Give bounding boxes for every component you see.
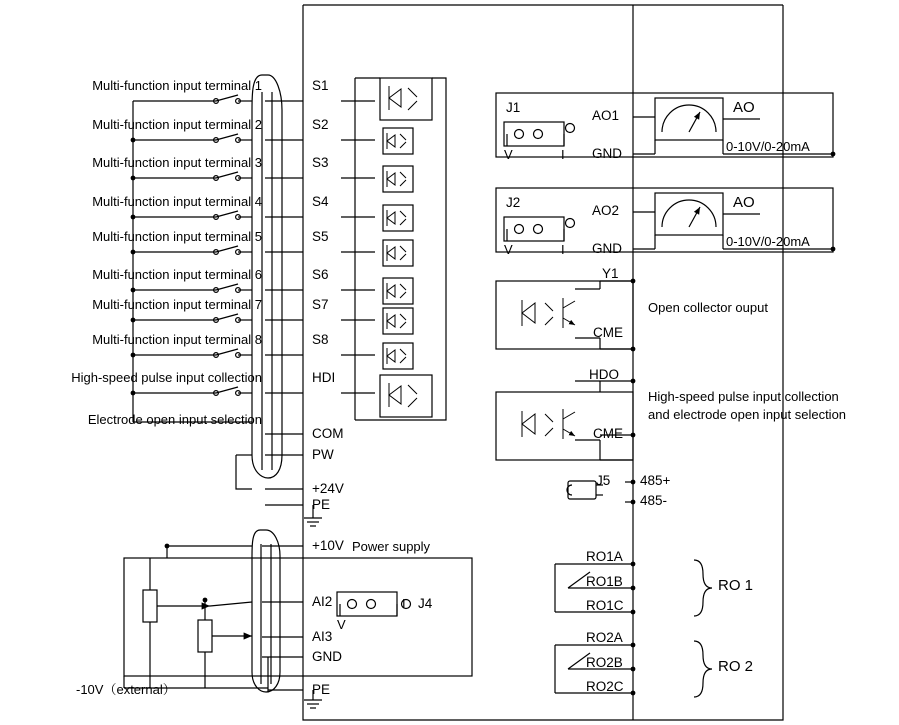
- terminal-ro2b: RO2B: [586, 655, 623, 670]
- terminal-pe-bottom: PE: [312, 682, 331, 697]
- terminal-ao2-gnd: GND: [592, 241, 622, 256]
- jumper-j4-v-label: V: [337, 617, 346, 632]
- label-ro2: RO 2: [718, 658, 754, 675]
- terminal-ro2a: RO2A: [586, 630, 623, 645]
- terminal-s6: S6: [312, 267, 329, 282]
- terminal-ai3: AI3: [312, 629, 333, 644]
- label-ao2-meter: AO: [733, 194, 755, 211]
- jumper-j5-label[interactable]: J5: [596, 473, 611, 488]
- label-pulse-output-note-line2: and electrode open input selection: [648, 407, 847, 422]
- terminal-gnd-analog: GND: [312, 649, 342, 664]
- label-multifunction-input-1: Multi-function input terminal 1: [92, 78, 262, 93]
- terminal-s4: S4: [312, 194, 329, 209]
- jumper-j4-label[interactable]: J4: [418, 596, 433, 611]
- terminal-s8: S8: [312, 332, 329, 347]
- terminal-com: COM: [312, 426, 344, 441]
- label-multifunction-input-6: Multi-function input terminal 6: [92, 267, 262, 282]
- label-multifunction-input-5: Multi-function input terminal 5: [92, 229, 262, 244]
- terminal-485-minus: 485-: [640, 493, 668, 508]
- label-multifunction-input-8: Multi-function input terminal 8: [92, 332, 262, 347]
- terminal-y1: Y1: [602, 266, 619, 281]
- terminal-s5: S5: [312, 229, 329, 244]
- terminal-ro1b: RO1B: [586, 574, 623, 589]
- terminal-ro1c: RO1C: [586, 598, 624, 613]
- terminal-s2: S2: [312, 117, 329, 132]
- label-electrode-open-input-selection: Electrode open input selection: [87, 412, 262, 427]
- terminal-pe-top: PE: [312, 497, 331, 512]
- jumper-j2-label[interactable]: J2: [506, 195, 521, 210]
- label-open-collector-output: Open collector ouput: [648, 300, 768, 315]
- terminal-cme-y1: CME: [593, 325, 623, 340]
- terminal-ao1-gnd: GND: [592, 146, 622, 161]
- label-ao1-range: 0-10V/0-20mA: [726, 139, 810, 154]
- label-ao1-meter: AO: [733, 99, 755, 116]
- jumper-j2-i-label: I: [561, 242, 565, 257]
- jumper-j1-i-label: I: [561, 147, 565, 162]
- terminal-s7: S7: [312, 297, 329, 312]
- terminal-hdi: HDI: [312, 370, 336, 385]
- label-external-minus-10v: -10V（external）: [76, 682, 176, 697]
- terminal-cme-hdo: CME: [593, 426, 623, 441]
- jumper-j4-i-label: I: [402, 596, 406, 611]
- label-multifunction-input-7: Multi-function input terminal 7: [92, 297, 262, 312]
- label-high-speed-pulse-input: High-speed pulse input collection: [71, 370, 262, 385]
- label-ao2-range: 0-10V/0-20mA: [726, 234, 810, 249]
- terminal-ai2: AI2: [312, 594, 333, 609]
- terminal-hdo: HDO: [589, 367, 619, 382]
- jumper-j1-v-label: V: [504, 147, 513, 162]
- label-multifunction-input-4: Multi-function input terminal 4: [92, 194, 262, 209]
- label-pulse-output-note-line1: High-speed pulse input collection: [648, 389, 839, 404]
- terminal-ro2c: RO2C: [586, 679, 624, 694]
- terminal-s1: S1: [312, 78, 329, 93]
- terminal-s3: S3: [312, 155, 329, 170]
- terminal-ro1a: RO1A: [586, 549, 623, 564]
- label-ro1: RO 1: [718, 577, 754, 594]
- terminal-pw: PW: [312, 447, 334, 462]
- terminal-ao1: AO1: [592, 108, 620, 123]
- label-10v-power-supply: Power supply: [352, 539, 431, 554]
- terminal-485-plus: 485+: [640, 473, 671, 488]
- jumper-j2-v-label: V: [504, 242, 513, 257]
- terminal-ao2: AO2: [592, 203, 620, 218]
- jumper-j1-label[interactable]: J1: [506, 100, 521, 115]
- label-multifunction-input-2: Multi-function input terminal 2: [92, 117, 262, 132]
- label-multifunction-input-3: Multi-function input terminal 3: [92, 155, 262, 170]
- terminal-10v: +10V: [312, 538, 344, 553]
- terminal-24v: +24V: [312, 481, 344, 496]
